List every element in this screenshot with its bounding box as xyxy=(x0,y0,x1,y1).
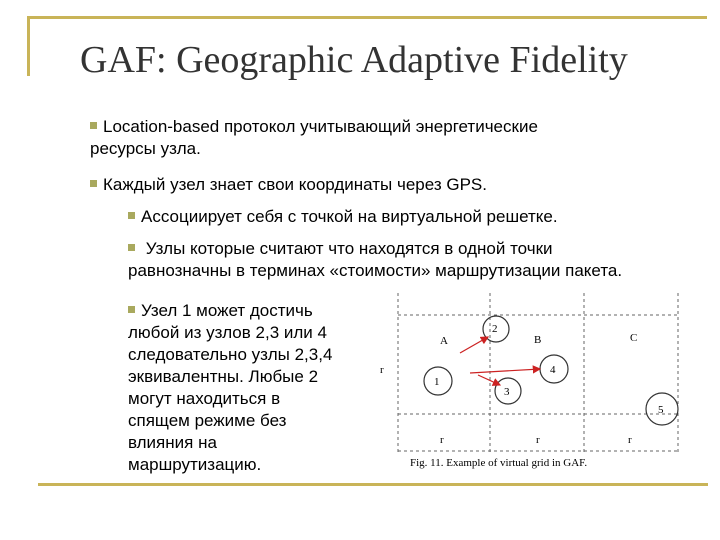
arrow-to-node-2 xyxy=(460,337,488,353)
bullet-line: маршрутизацию. xyxy=(128,455,262,474)
arrow-to-node-3 xyxy=(478,375,500,385)
node-2-label: 2 xyxy=(492,323,498,335)
bullet-text: Ассоциирует себя с точкой на виртуальной решетке. xyxy=(141,207,558,226)
bullet-node-1-example xyxy=(128,300,360,476)
bullet-text: Узлы которые считают что находятся в одной точки xyxy=(141,239,553,258)
bullet-line: следовательно узлы 2,3,4 xyxy=(128,345,333,364)
bullet-text-continuation: ресурсы узла. xyxy=(90,139,201,158)
bullet-square-icon xyxy=(128,244,135,251)
bullet-square-icon xyxy=(90,122,97,129)
frame-left-rule xyxy=(27,16,30,76)
region-label-c: C xyxy=(630,332,638,344)
virtual-grid-figure xyxy=(374,293,684,473)
node-3-label: 3 xyxy=(504,386,510,398)
bullet-line: спящем режиме без xyxy=(128,411,287,430)
r-label-side: r xyxy=(380,364,384,376)
bullet-line: могут находиться в xyxy=(128,389,281,408)
node-1-label: 1 xyxy=(434,376,440,388)
bullet-line: влияния на xyxy=(128,433,217,452)
bullet-text-continuation: равнозначны в терминах «стоимости» маршрутизации пакета. xyxy=(128,261,623,280)
bullet-virtual-grid xyxy=(128,206,688,228)
grid-lines xyxy=(398,293,680,453)
region-label-a: A xyxy=(440,335,448,347)
r-label-bottom-2: r xyxy=(536,434,540,446)
bullet-equivalent-nodes xyxy=(128,238,688,282)
bullet-text: Location-based протокол учитывающий энергетические xyxy=(103,117,538,136)
r-label-bottom-1: r xyxy=(440,434,444,446)
arrow-to-node-4 xyxy=(470,369,540,373)
bullet-line: любой из узлов 2,3 или 4 xyxy=(128,323,327,342)
node-4-label: 4 xyxy=(550,364,556,376)
bullet-line: Узел 1 может достичь xyxy=(141,301,313,320)
node-5-label: 5 xyxy=(658,404,664,416)
r-label-bottom-3: r xyxy=(628,434,632,446)
region-label-b: B xyxy=(534,334,542,346)
bullet-gps xyxy=(90,174,650,196)
bullet-square-icon xyxy=(128,306,135,313)
frame-top-rule xyxy=(27,16,707,19)
bullet-text: Каждый узел знает свои координаты через GPS. xyxy=(103,175,487,194)
bullet-square-icon xyxy=(90,180,97,187)
figure-caption: Fig. 11. Example of virtual grid in GAF. xyxy=(410,457,588,469)
bullet-location-based xyxy=(90,116,650,138)
frame-bottom-rule xyxy=(38,483,708,486)
slide-title: GAF: Geographic Adaptive Fidelity xyxy=(80,39,628,81)
bullet-square-icon xyxy=(128,212,135,219)
bullet-line: эквивалентны. Любые 2 xyxy=(128,367,319,386)
